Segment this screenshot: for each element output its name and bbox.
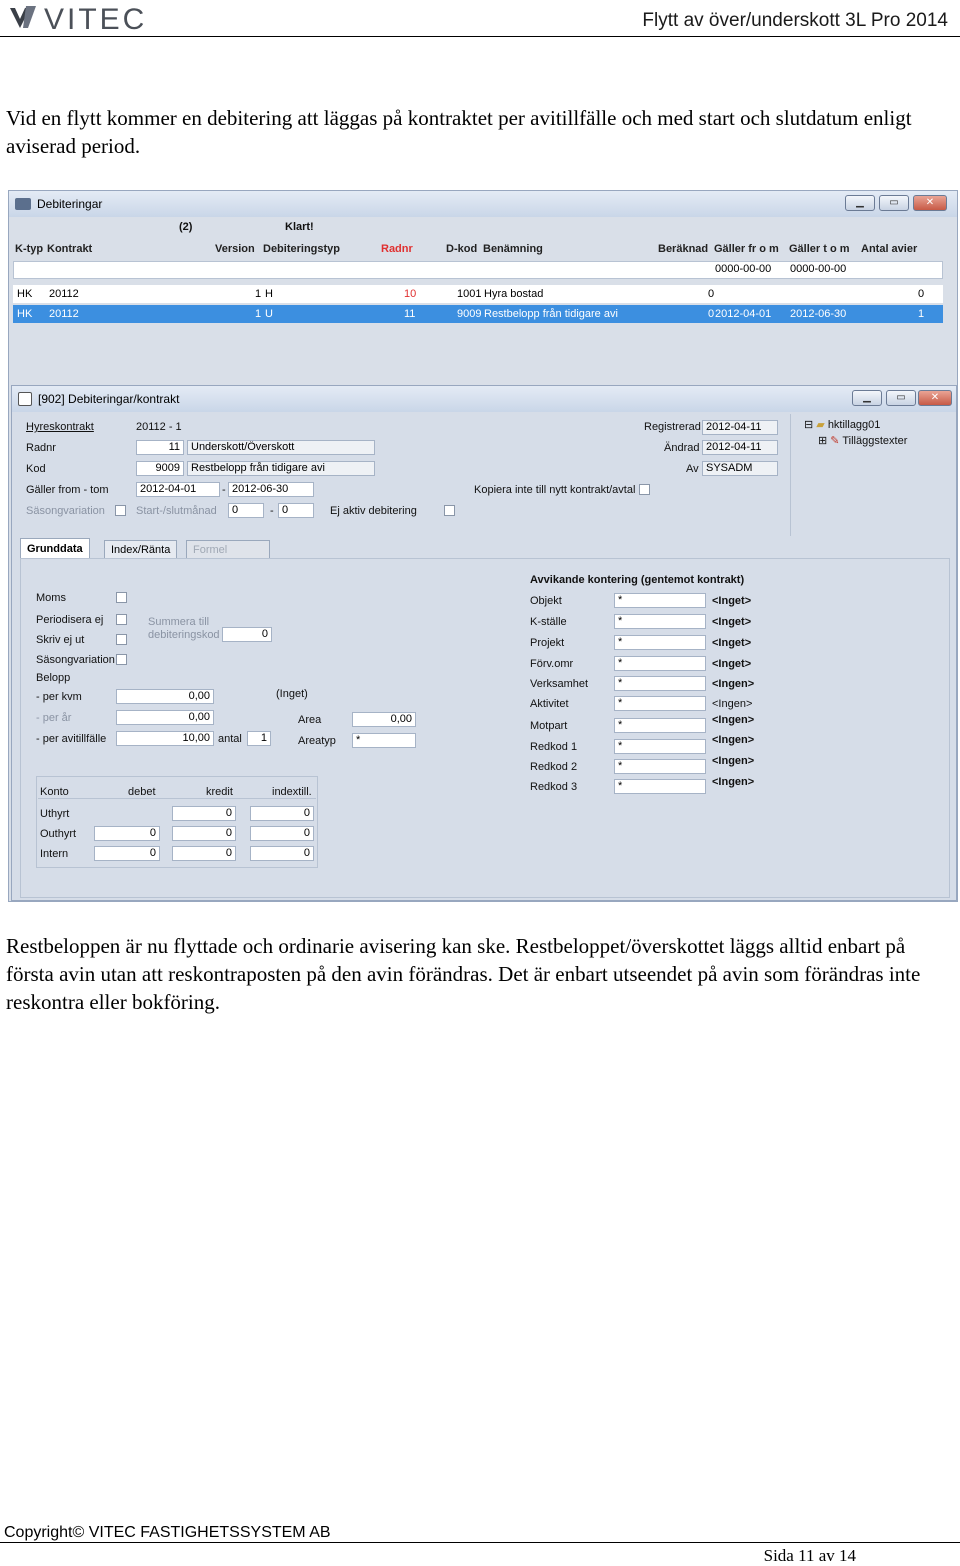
- avv-label-objekt: Objekt: [530, 595, 562, 607]
- avv-text-motpart: <Ingen>: [712, 714, 755, 726]
- startslut-label: Start-/slutmånad: [136, 505, 217, 517]
- debiteringar-window: [8, 190, 958, 902]
- avv-label-kstalle: K-ställe: [530, 616, 567, 628]
- col-radnr[interactable]: Radnr: [381, 243, 413, 255]
- cell-benamning: Hyra bostad: [484, 288, 544, 300]
- hyreskontrakt-value: 20112 - 1: [136, 421, 182, 433]
- intern-kredit[interactable]: 0: [172, 846, 236, 861]
- col-dkod[interactable]: D-kod: [446, 243, 478, 255]
- tree-root[interactable]: ⊟ ▰ hktillagg01: [804, 419, 881, 431]
- vitec-logo: [8, 2, 198, 34]
- galler-dash: -: [222, 484, 226, 496]
- maximize-button[interactable]: ▭: [879, 195, 909, 211]
- cell-version: 1: [255, 308, 262, 320]
- minimize-button[interactable]: ▁: [845, 195, 875, 211]
- col-benamning[interactable]: Benämning: [483, 243, 543, 255]
- ej-aktiv-label: Ej aktiv debitering: [330, 505, 417, 517]
- avv-field-forvomr[interactable]: *: [614, 656, 706, 671]
- av-label: Av: [686, 463, 699, 475]
- avv-label-redkod2: Redkod 2: [530, 761, 578, 773]
- andrad-value: 2012-04-11: [702, 440, 778, 455]
- intern-debet[interactable]: 0: [94, 846, 160, 861]
- moms-label: Moms: [36, 592, 66, 604]
- galler-label: Gäller from - tom: [26, 484, 109, 496]
- av-value: SYSADM: [702, 461, 778, 476]
- document-title: Flytt av över/underskott 3L Pro 2014: [642, 10, 948, 31]
- skriv-label: Skriv ej ut: [36, 634, 85, 646]
- avvikande-title: Avvikande kontering (gentemot kontrakt): [530, 574, 745, 586]
- start-month-field[interactable]: 0: [228, 503, 264, 518]
- avv-text-projekt: <Inget>: [712, 637, 752, 649]
- per-kvm-label: - per kvm: [36, 691, 82, 703]
- col-beraknad[interactable]: Beräknad: [658, 243, 709, 255]
- kredit-header: kredit: [206, 786, 233, 798]
- radnr-text: Underskott/Överskott: [187, 440, 375, 455]
- tree-root-label: hktillagg01: [827, 419, 881, 431]
- avv-field-objekt[interactable]: *: [614, 593, 706, 608]
- belopp-label: Belopp: [36, 672, 71, 684]
- ej-aktiv-checkbox[interactable]: [444, 505, 455, 516]
- avv-field-redkod2[interactable]: *: [614, 759, 706, 774]
- close-button[interactable]: ✕: [913, 195, 947, 211]
- cell-beraknad: 0: [708, 288, 715, 300]
- avv-text-redkod2: <Ingen>: [712, 755, 755, 767]
- sasong-checkbox[interactable]: [115, 505, 126, 516]
- folder-icon: ▰: [816, 419, 825, 431]
- status-text: Klart!: [285, 221, 314, 233]
- maximize-button[interactable]: ▭: [886, 390, 916, 406]
- skriv-checkbox[interactable]: [116, 634, 127, 645]
- hyreskontrakt-label[interactable]: Hyreskontrakt: [26, 421, 94, 433]
- areatyp-field[interactable]: *: [352, 733, 416, 748]
- galler-from-field[interactable]: 2012-04-01: [136, 482, 220, 497]
- cell-radnr: 11: [404, 308, 416, 320]
- areatyp-label: Areatyp: [298, 735, 336, 747]
- tree-child[interactable]: ⊞ ✎ Tilläggstexter: [818, 435, 908, 447]
- col-kontrakt[interactable]: Kontrakt: [47, 243, 93, 255]
- avv-text-redkod1: <Ingen>: [712, 734, 755, 746]
- tree-divider: [790, 414, 791, 536]
- konto-row-uthyrt: Uthyrt: [40, 808, 70, 820]
- debkod-label: debiteringskod: [148, 629, 220, 641]
- konto-header: Konto: [40, 786, 69, 798]
- body-paragraph: Restbeloppen är nu flyttade och ordinarie avisering kan ske. Restbeloppet/överskottet läggs alltid enbart på första avin utan att reskontraposten på den avin förändras. Det är enbart utseendet på avin som förändras inte reskontra eller bokföring.: [6, 934, 921, 1014]
- konto-row-intern: Intern: [40, 848, 69, 860]
- per-ar-field[interactable]: 0,00: [116, 710, 214, 725]
- col-galler-from[interactable]: Gäller fr o m: [714, 243, 779, 255]
- cell-version: 1: [255, 288, 262, 300]
- uthyrt-kredit[interactable]: 0: [172, 806, 236, 821]
- cell-radnr: 10: [404, 288, 417, 300]
- cell-tom: 2012-06-30: [790, 308, 847, 320]
- end-month-field[interactable]: 0: [278, 503, 314, 518]
- avv-text-verksamhet: <Ingen>: [712, 678, 755, 690]
- area-label: Area: [298, 714, 322, 726]
- page-number: Sida 11 av 14: [763, 1546, 856, 1565]
- footer-divider: [0, 1542, 960, 1543]
- avv-field-motpart[interactable]: *: [614, 718, 706, 733]
- uthyrt-index[interactable]: 0: [250, 806, 314, 821]
- notes-icon: ✎: [830, 435, 840, 447]
- col-ktyp[interactable]: K-typ: [15, 243, 44, 255]
- indextill-header: indextill.: [272, 786, 312, 798]
- kontrakt-title: [902] Debiteringar/kontrakt: [38, 392, 180, 406]
- radnr-label: Radnr: [26, 442, 56, 454]
- kod-field[interactable]: 9009: [136, 461, 184, 476]
- window-title: Debiteringar: [37, 197, 103, 211]
- debiteringar-titlebar: [9, 191, 957, 217]
- avv-field-verksamhet[interactable]: *: [614, 676, 706, 691]
- cell-ktyp: HK: [17, 288, 33, 300]
- tab-grunddata[interactable]: Grunddata: [20, 538, 90, 558]
- cell-ktyp: HK: [17, 308, 33, 320]
- copyright-text: Copyright© VITEC FASTIGHETSSYSTEM AB: [4, 1524, 331, 1541]
- registrerad-value: 2012-04-11: [702, 420, 778, 435]
- sasongvariation-checkbox[interactable]: [116, 654, 127, 665]
- header-divider: [0, 36, 960, 37]
- kod-label: Kod: [26, 463, 46, 475]
- intern-index[interactable]: 0: [250, 846, 314, 861]
- window-icon: [15, 198, 31, 210]
- konto-row-outhyrt: Outhyrt: [40, 828, 77, 840]
- avv-label-aktivitet: Aktivitet: [530, 698, 569, 710]
- record-count: (2): [179, 221, 193, 233]
- per-ar-label: - per år: [36, 712, 72, 724]
- cell-debtyp: H: [265, 288, 273, 300]
- registrerad-label: Registrerad: [644, 421, 701, 433]
- kod-text: Restbelopp från tidigare avi: [187, 461, 375, 476]
- antal-field[interactable]: 1: [247, 731, 271, 746]
- close-button[interactable]: ✕: [918, 390, 952, 406]
- col-galler-tom[interactable]: Gäller t o m: [789, 243, 850, 255]
- outhyrt-index[interactable]: 0: [250, 826, 314, 841]
- cell-beraknad: 0: [708, 308, 715, 320]
- radnr-field[interactable]: 11: [136, 440, 184, 455]
- andrad-label: Ändrad: [664, 442, 700, 454]
- per-avi-label: - per avitillfälle: [36, 733, 107, 745]
- col-debtyp[interactable]: Debiteringstyp: [263, 243, 341, 255]
- cell-dkod: 1001: [457, 288, 482, 300]
- filter-tom[interactable]: 0000-00-00: [790, 263, 847, 275]
- month-dash: -: [270, 505, 274, 517]
- debet-header: debet: [128, 786, 156, 798]
- filter-from[interactable]: 0000-00-00: [715, 263, 772, 275]
- per-kvm-field[interactable]: 0,00: [116, 689, 214, 704]
- outhyrt-kredit[interactable]: 0: [172, 826, 236, 841]
- periodisera-label: Periodisera ej: [36, 614, 104, 626]
- avv-text-objekt: <Inget>: [712, 595, 752, 607]
- summera-label: Summera till: [148, 616, 210, 628]
- avv-label-projekt: Projekt: [530, 637, 565, 649]
- avv-label-redkod1: Redkod 1: [530, 741, 578, 753]
- intro-paragraph: Vid en flytt kommer en debitering att läggas på kontraktet per avitillfälle och med start och slutdatum enligt aviserad period.: [6, 106, 912, 158]
- col-version[interactable]: Version: [215, 243, 255, 255]
- cell-kontrakt: 20112: [49, 288, 79, 300]
- hyreskontrakt-link[interactable]: [24, 420, 130, 435]
- avv-label-motpart: Motpart: [530, 720, 568, 732]
- kontrakt-titlebar: [12, 386, 956, 412]
- avv-label-redkod3: Redkod 3: [530, 781, 578, 793]
- col-antal-avier[interactable]: Antal avier: [861, 243, 918, 255]
- inget-label: (Inget): [276, 688, 308, 700]
- tab-index-ranta[interactable]: Index/Ränta: [104, 540, 177, 558]
- area-field[interactable]: 0,00: [352, 712, 416, 727]
- tree-child-label: Tilläggstexter: [842, 435, 908, 447]
- antal-label: antal: [218, 733, 242, 745]
- avv-text-aktivitet: <Ingen>: [712, 698, 753, 710]
- kopiera-label: Kopiera inte till nytt kontrakt/avtal: [474, 484, 636, 496]
- per-avi-field[interactable]: 10,00: [116, 731, 214, 746]
- moms-checkbox[interactable]: [116, 592, 127, 603]
- avv-field-redkod3[interactable]: *: [614, 779, 706, 794]
- cell-dkod: 9009: [457, 308, 482, 320]
- avv-text-kstalle: <Inget>: [712, 616, 752, 628]
- summera-field[interactable]: 0: [222, 627, 272, 642]
- tab-formel[interactable]: Formel: [186, 540, 270, 558]
- list-icon: [18, 392, 32, 406]
- periodisera-checkbox[interactable]: [116, 614, 127, 625]
- cell-debtyp: U: [265, 308, 273, 320]
- sasongvariation-label: Säsongvariation: [36, 654, 115, 666]
- galler-tom-field[interactable]: 2012-06-30: [228, 482, 314, 497]
- outhyrt-debet[interactable]: 0: [94, 826, 160, 841]
- kontrakt-window: [11, 385, 957, 901]
- sasong-label: Säsongvariation: [26, 505, 105, 517]
- konto-header-divider: [38, 798, 316, 799]
- cell-from: 2012-04-01: [715, 308, 772, 320]
- cell-antal: 1: [918, 308, 925, 320]
- avv-field-aktivitet[interactable]: *: [614, 696, 706, 711]
- avv-text-redkod3: <Ingen>: [712, 776, 755, 788]
- minimize-button[interactable]: ▁: [852, 390, 882, 406]
- avv-field-kstalle[interactable]: *: [614, 614, 706, 629]
- logo-text: VITEC: [44, 3, 148, 34]
- kopiera-checkbox[interactable]: [639, 484, 650, 495]
- avv-field-projekt[interactable]: *: [614, 635, 706, 650]
- avv-field-redkod1[interactable]: *: [614, 739, 706, 754]
- cell-antal: 0: [918, 288, 925, 300]
- avv-label-verksamhet: Verksamhet: [530, 678, 589, 690]
- cell-benamning: Restbelopp från tidigare avi: [484, 308, 618, 320]
- avv-text-forvomr: <Inget>: [712, 658, 752, 670]
- cell-kontrakt: 20112: [49, 308, 79, 320]
- avv-label-forvomr: Förv.omr: [530, 658, 574, 670]
